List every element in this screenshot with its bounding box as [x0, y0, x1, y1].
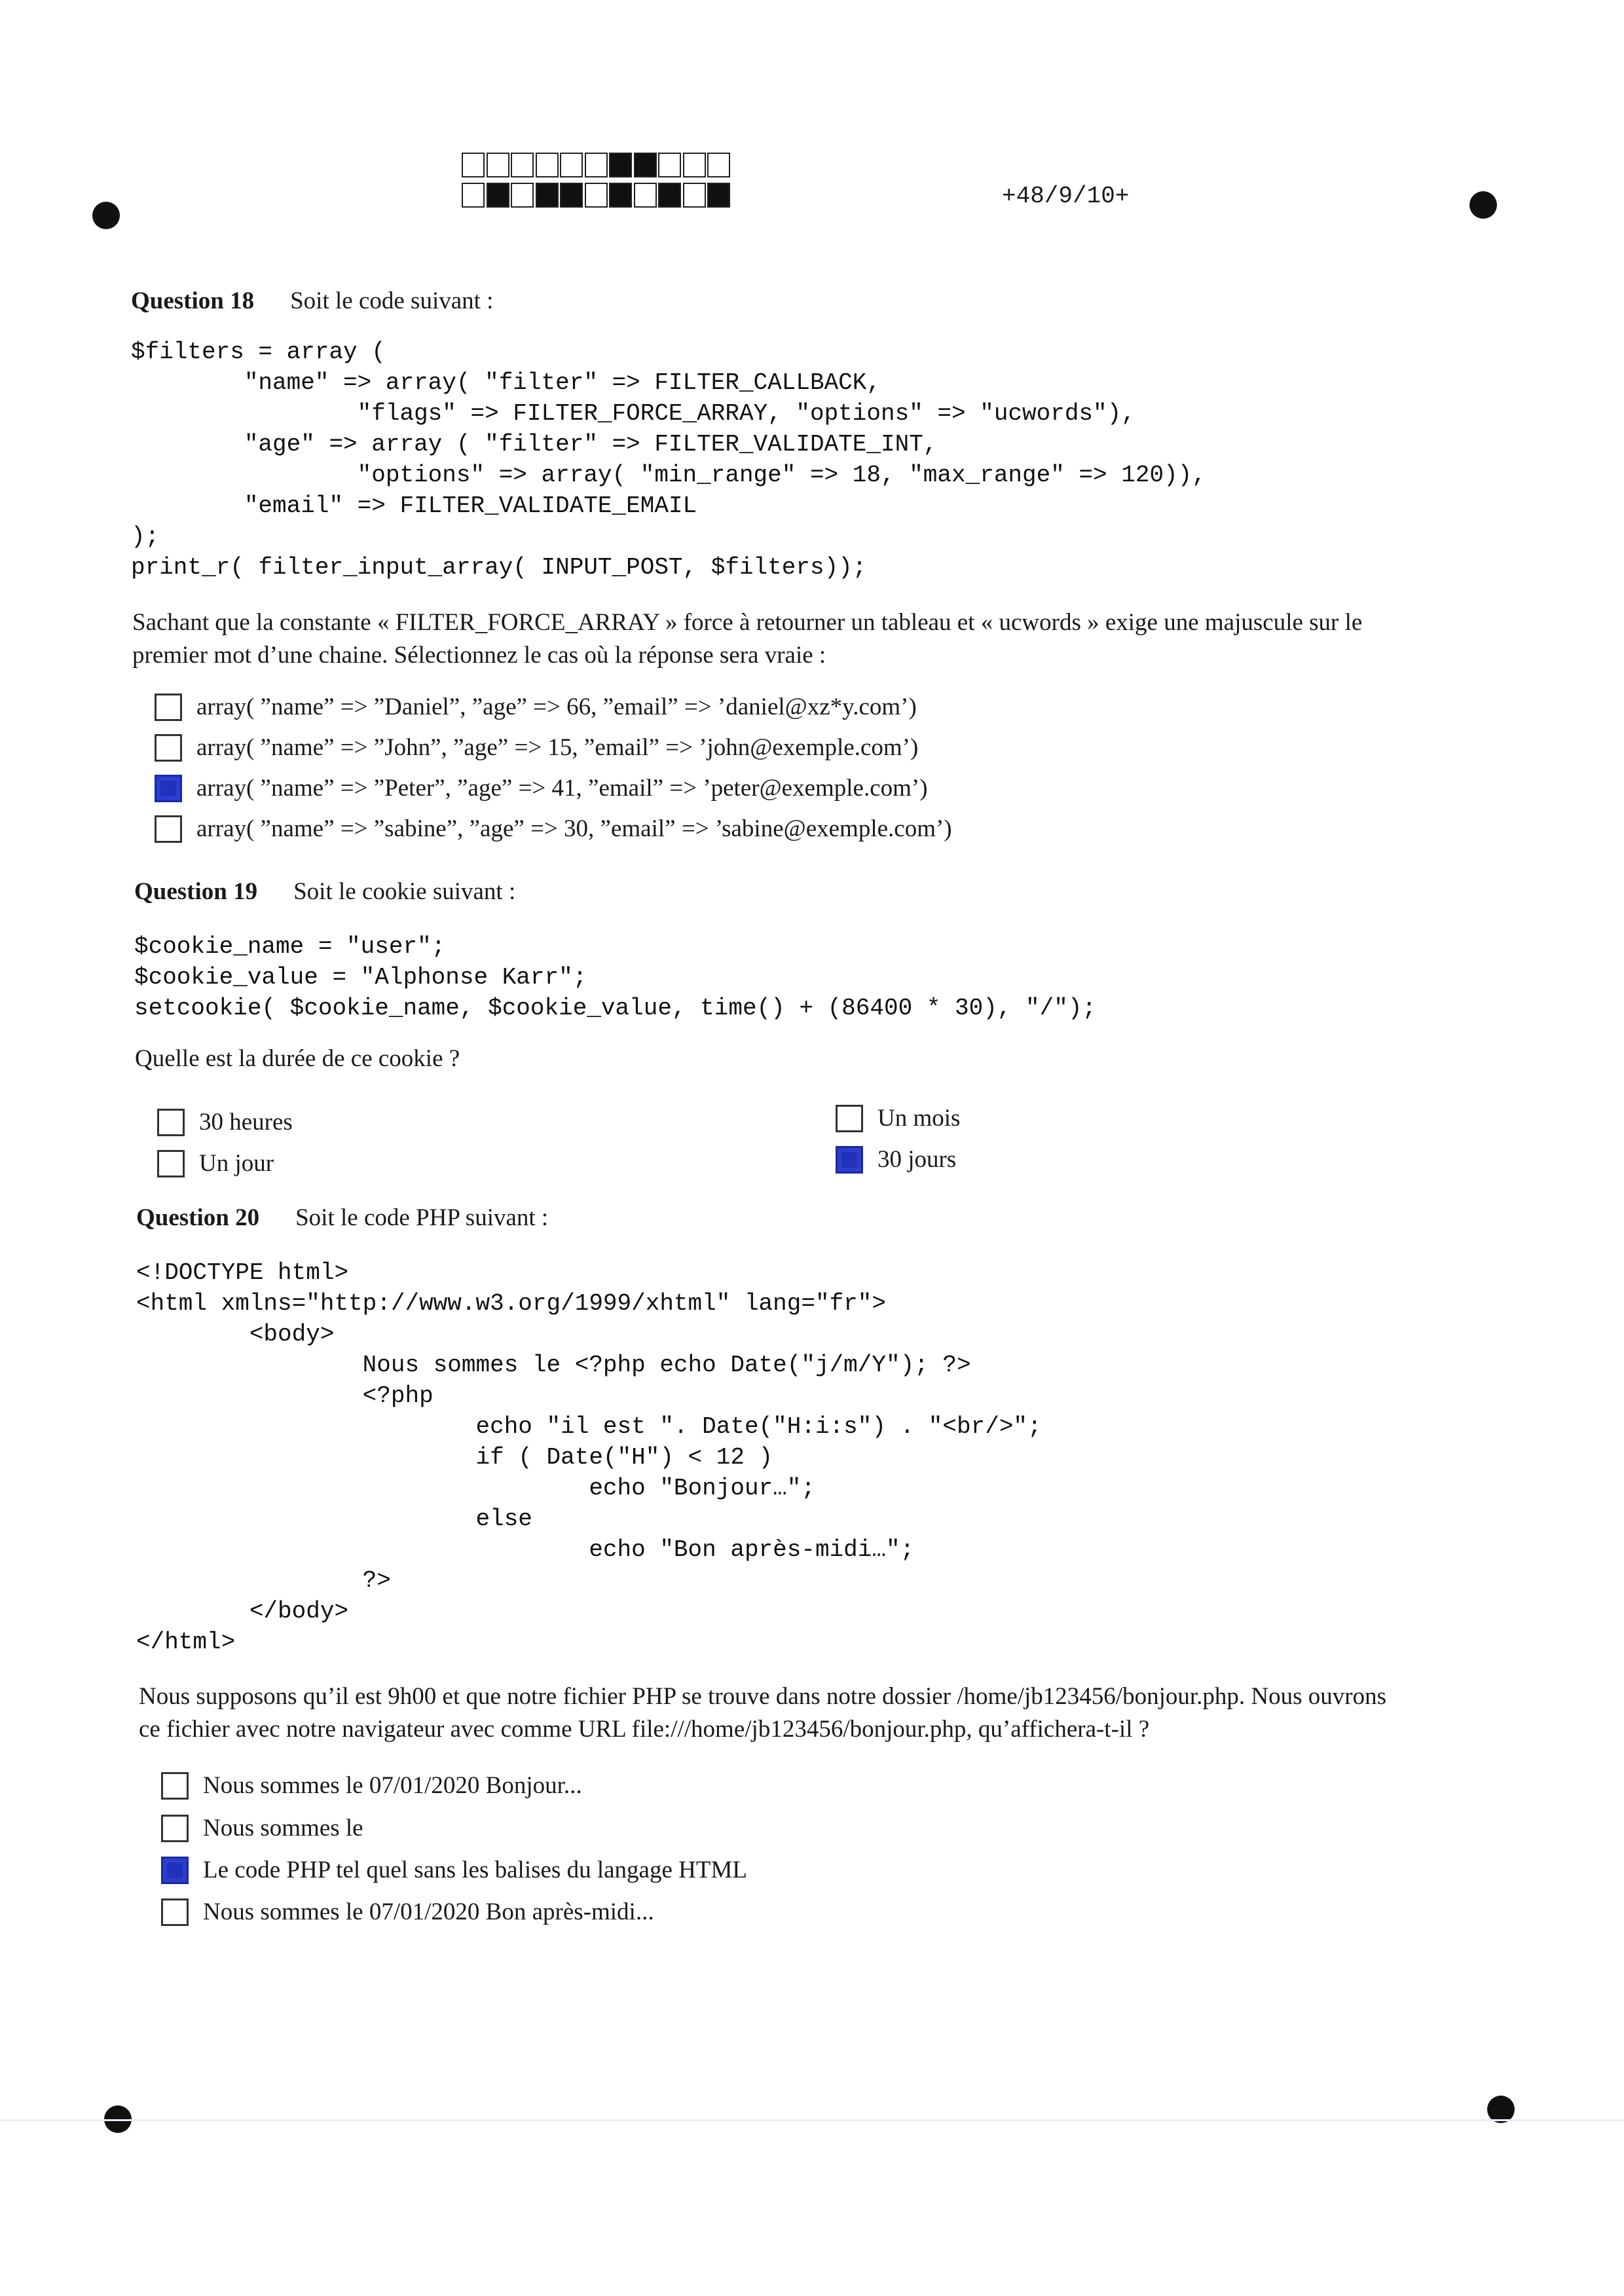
- id-grid-cell: [536, 153, 559, 177]
- q20-option-3-label: Le code PHP tel quel sans les balises du langage HTML: [203, 1857, 747, 1883]
- q20-option-1-label: Nous sommes le 07/01/2020 Bonjour...: [203, 1772, 582, 1799]
- q20-option-4-label: Nous sommes le 07/01/2020 Bon après-midi...: [203, 1898, 654, 1925]
- q18-option-2[interactable]: [155, 733, 918, 762]
- id-grid-cell: [511, 153, 534, 177]
- q18-option-1[interactable]: [155, 693, 917, 721]
- q18-code-line: $filters = array (: [131, 339, 386, 365]
- id-grid-cell: [462, 183, 485, 208]
- q20-code-line: echo "Bonjour…";: [136, 1475, 815, 1502]
- q18-option-4-label: array( ”name” => ”sabine”, ”age” => 30, ”email” => ’sabine@exemple.com’): [196, 815, 952, 842]
- q20-code-line: </body>: [136, 1598, 349, 1625]
- q18-option-3[interactable]: [155, 774, 928, 802]
- q20-title: [136, 1204, 548, 1232]
- q18-option-3-checkbox[interactable]: [155, 775, 182, 802]
- q19-title: [134, 878, 515, 906]
- q18-code-block: [131, 337, 1206, 583]
- q20-code-line: <!DOCTYPE html>: [136, 1259, 349, 1286]
- q18-code-line: print_r( filter_input_array( INPUT_POST, $filters));: [131, 554, 867, 581]
- q20-option-1-checkbox[interactable]: [161, 1772, 189, 1800]
- q18-code-line: "age" => array ( "filter" => FILTER_VALIDATE_INT,: [131, 431, 938, 458]
- q19-option-4-label: 30 jours: [877, 1146, 957, 1173]
- q18-text: [132, 606, 1362, 672]
- q19-option-2-label: Un jour: [199, 1150, 274, 1177]
- id-grid-cell: [560, 183, 583, 208]
- q19-option-1-label: 30 heures: [199, 1109, 293, 1136]
- q20-text-line-1: Nous supposons qu’il est 9h00 et que notre fichier PHP se trouve dans notre dossier /home/jb123456/bonjour.php. Nous ouvrons: [139, 1683, 1386, 1710]
- q19-question: Quelle est la durée de ce cookie ?: [135, 1045, 460, 1072]
- id-grid-cell: [707, 153, 730, 177]
- q20-option-3-checkbox[interactable]: [161, 1857, 189, 1884]
- q18-option-3-label: array( ”name” => ”Peter”, ”age” => 41, ”email” => ’peter@exemple.com’): [196, 775, 928, 802]
- id-grid-cell: [609, 153, 632, 177]
- q19-option-1[interactable]: [157, 1108, 293, 1136]
- q18-option-4[interactable]: [155, 815, 952, 843]
- q20-code-line: <?php: [136, 1382, 434, 1409]
- q18-intro: Soit le code suivant :: [290, 287, 494, 314]
- id-grid-cell: [585, 183, 608, 208]
- q20-code-line: echo "il est ". Date("H:i:s") . "<br/>";: [136, 1413, 1042, 1440]
- id-grid-cell: [634, 183, 657, 208]
- q20-option-2-checkbox[interactable]: [161, 1815, 189, 1842]
- q20-code-line: echo "Bon après-midi…";: [136, 1536, 915, 1563]
- q20-option-4[interactable]: [161, 1898, 654, 1926]
- registration-mark-top-right: [1469, 191, 1497, 219]
- q18-text-line-2: premier mot d’une chaine. Sélectionnez le cas où la réponse sera vraie :: [132, 642, 826, 669]
- id-grid-row-1: [462, 153, 732, 177]
- id-grid-cell: [658, 153, 681, 177]
- q18-text-line-1: Sachant que la constante « FILTER_FORCE_ARRAY » force à retourner un tableau et « ucwords » exige une majuscule sur le: [132, 609, 1363, 636]
- q18-title: [131, 287, 493, 315]
- q18-option-1-checkbox[interactable]: [155, 694, 182, 721]
- q19-intro: Soit le cookie suivant :: [293, 878, 516, 905]
- q19-option-2[interactable]: [157, 1149, 274, 1177]
- id-grid-cell: [585, 153, 608, 177]
- q20-intro: Soit le code PHP suivant :: [295, 1204, 549, 1231]
- id-grid-cell: [683, 183, 706, 208]
- q19-option-3-checkbox[interactable]: [836, 1105, 863, 1132]
- id-grid-cell: [609, 183, 632, 208]
- scan-edge-line: [0, 2119, 1624, 2121]
- q20-option-2-label: Nous sommes le: [203, 1815, 363, 1842]
- q20-option-4-checkbox[interactable]: [161, 1898, 189, 1926]
- q20-code-line: </html>: [136, 1629, 236, 1656]
- q19-code-line: $cookie_name = "user";: [134, 933, 446, 960]
- id-grid-cell: [707, 183, 730, 208]
- q18-code-line: "name" => array( "filter" => FILTER_CALLBACK,: [131, 369, 881, 396]
- q20-code-line: <body>: [136, 1321, 335, 1348]
- q20-option-2[interactable]: [161, 1814, 363, 1842]
- q20-code-line: <html xmlns="http://www.w3.org/1999/xhtml" lang="fr">: [136, 1290, 886, 1317]
- q18-code-line: "options" => array( "min_range" => 18, "max_range" => 120)),: [131, 462, 1206, 489]
- q20-text-line-2: ce fichier avec notre navigateur avec comme URL file:///home/jb123456/bonjour.php, qu’affichera-t-il ?: [139, 1716, 1150, 1743]
- q19-code-line: $cookie_value = "Alphonse Karr";: [134, 964, 587, 991]
- q20-code-block: [136, 1257, 1042, 1657]
- q18-option-1-label: array( ”name” => ”Daniel”, ”age” => 66, ”email” => ’daniel@xz*y.com’): [196, 694, 917, 720]
- id-grid-cell: [487, 183, 509, 208]
- q18-code-line: );: [131, 523, 160, 550]
- q18-option-2-checkbox[interactable]: [155, 734, 182, 762]
- q20-option-1[interactable]: [161, 1771, 582, 1800]
- q19-number: Question 19: [134, 878, 258, 905]
- q19-code-line: setcookie( $cookie_name, $cookie_value, time() + (86400 * 30), "/");: [134, 995, 1097, 1022]
- q20-code-line: Nous sommes le <?php echo Date("j/m/Y"); ?>: [136, 1352, 971, 1379]
- q19-option-4[interactable]: [836, 1145, 956, 1174]
- id-grid-cell: [487, 153, 509, 177]
- id-grid-cell: [462, 153, 485, 177]
- q20-number: Question 20: [136, 1204, 260, 1231]
- id-grid-cell: [658, 183, 681, 208]
- id-grid-cell: [560, 153, 583, 177]
- id-grid-row-2: [462, 183, 732, 208]
- q19-option-3[interactable]: [836, 1104, 960, 1132]
- q20-code-line: else: [136, 1506, 532, 1532]
- q18-option-2-label: array( ”name” => ”John”, ”age” => 15, ”email” => ’john@exemple.com’): [196, 734, 919, 761]
- page-code: +48/9/10+: [1002, 183, 1130, 210]
- q18-number: Question 18: [131, 287, 255, 314]
- q20-code-line: if ( Date("H") < 12 ): [136, 1444, 773, 1471]
- registration-mark-top-left: [92, 202, 120, 229]
- q20-code-line: ?>: [136, 1567, 391, 1594]
- q19-code-block: [134, 931, 1096, 1024]
- id-grid-cell: [634, 153, 657, 177]
- q19-option-2-checkbox[interactable]: [157, 1150, 185, 1177]
- q19-option-3-label: Un mois: [877, 1105, 961, 1132]
- id-grid-cell: [511, 183, 534, 208]
- q18-option-4-checkbox[interactable]: [155, 815, 182, 843]
- id-grid-cell: [536, 183, 559, 208]
- q20-option-3[interactable]: [161, 1856, 747, 1884]
- id-grid-cell: [683, 153, 706, 177]
- q19-option-1-checkbox[interactable]: [157, 1109, 185, 1136]
- q19-option-4-checkbox[interactable]: [836, 1146, 863, 1174]
- q18-code-line: "flags" => FILTER_FORCE_ARRAY, "options" => "ucwords"),: [131, 400, 1135, 427]
- q20-text: [139, 1680, 1386, 1746]
- q18-code-line: "email" => FILTER_VALIDATE_EMAIL: [131, 492, 697, 519]
